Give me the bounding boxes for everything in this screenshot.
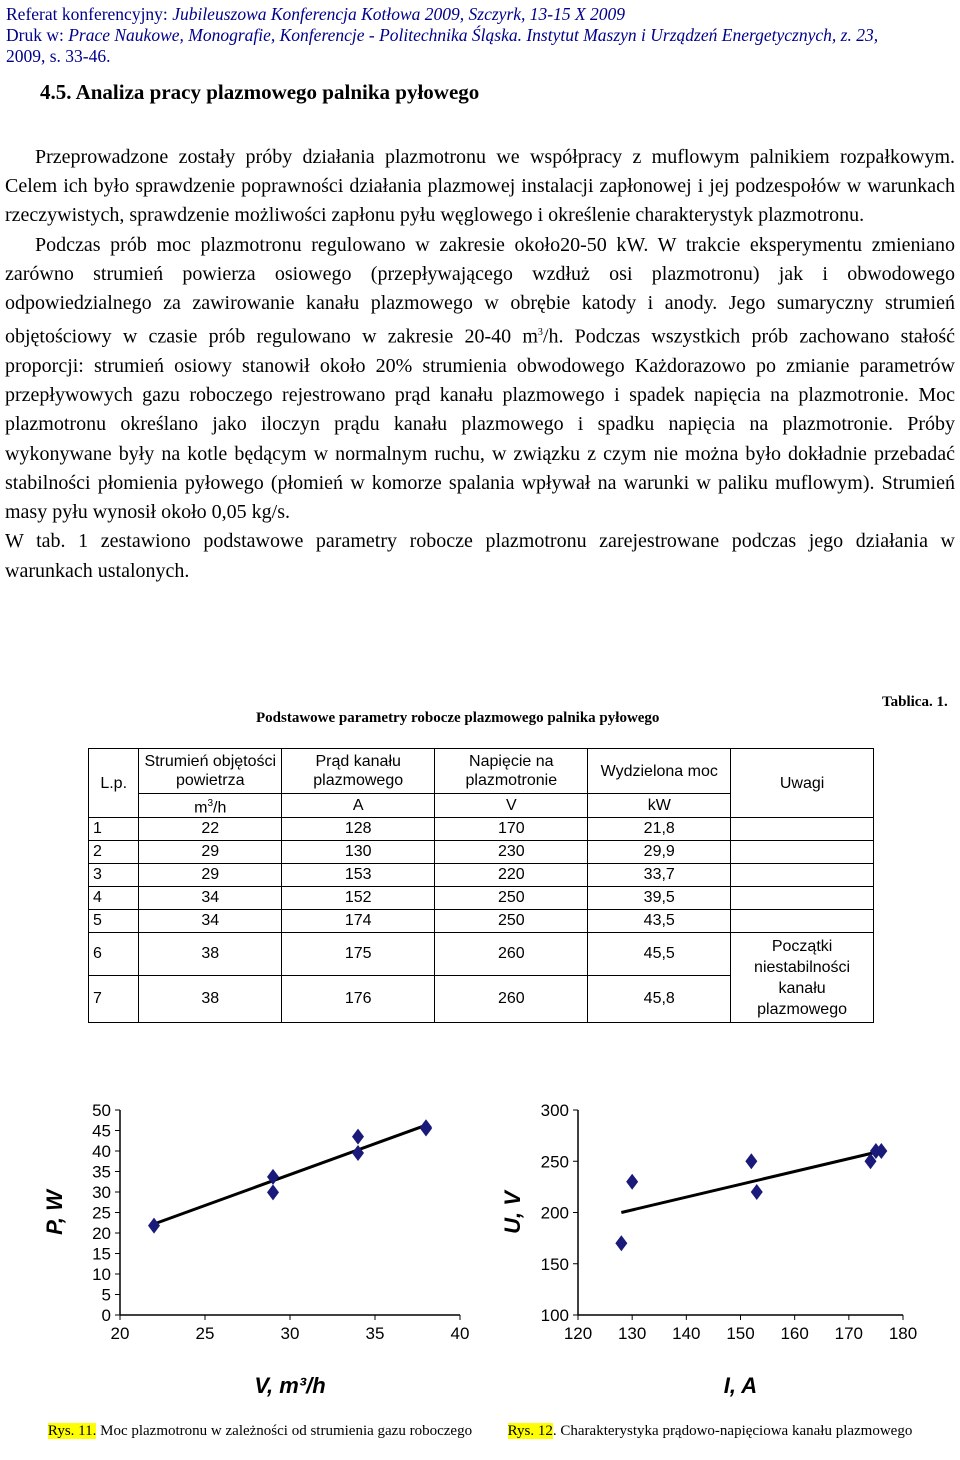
- data-point: [420, 1119, 432, 1135]
- x-tick-label: 180: [888, 1324, 918, 1343]
- table-label: Tablica. 1.: [882, 694, 948, 710]
- cell: 260: [435, 976, 588, 1023]
- figure-11-caption: Rys. 11. Moc plazmotronu w zależności od strumienia gazu roboczego: [47, 1423, 473, 1439]
- paragraph-2: Podczas prób moc plazmotronu regulowano w zakresie około20-50 kW. W trakcie eksperymentu zmieniano zarówno strumień powierza osiowego (przepływającego wzdłuż osi plazmotronu) jak i obwodowego odpowiedzialnego za zawirowanie kanału plazmowego w obrębie katody i anody. Jego sumaryczny strumień objętościowy w czasie prób regulowano w zakresie 20-40 $m^3/h$. Podczas wszystkich prób zachowano stałość proporcji: strumień osiowy stanowił około 20% strumienia obwodowego Każdorazowo po zmianie parametrów przepływowych gazu roboczego rejestrowano prąd kanału plazmowego i spadek napięcia na plazmotronie. Moc plazmotronu określano jako iloczyn prądu kanału plazmowego i spadku napięcia na plazmotronie. Próby wykonywane były na kotle będącym w normalnym ruchu, w związku z czym nie można było dokładnie przebadać stabilności płomienia pyłowego (płomień w komorze spalania wpływał na warunki w paliku muflowym). Strumień masy pyłu wynosił około 0,05 kg/s.: [5, 233, 955, 524]
- y-axis-label: U, V: [500, 1191, 525, 1234]
- y-tick-label: 25: [92, 1203, 111, 1223]
- cell: [731, 818, 874, 841]
- cell: 38: [139, 933, 282, 976]
- data-point: [352, 1129, 364, 1145]
- table-header-row: [89, 749, 874, 794]
- data-point: [615, 1235, 627, 1251]
- cell: 153: [282, 864, 435, 887]
- y-tick-label: 20: [92, 1224, 111, 1243]
- y-tick-label: 45: [92, 1121, 111, 1141]
- cell: 29,9: [588, 841, 731, 864]
- cell: 4: [89, 887, 139, 910]
- cell: 250: [435, 910, 588, 933]
- header-col4: Wydzielona moc: [588, 749, 731, 794]
- x-tick-label: 170: [834, 1324, 864, 1343]
- y-tick-label: 300: [540, 1101, 569, 1120]
- y-tick-label: 200: [540, 1203, 569, 1223]
- cell: 34: [139, 910, 282, 933]
- cell: 39,5: [588, 887, 731, 910]
- y-tick-label: 40: [92, 1142, 111, 1161]
- x-tick-label: 25: [195, 1324, 215, 1343]
- cell: 152: [282, 887, 435, 910]
- cell: 29: [139, 864, 282, 887]
- cell: 175: [282, 933, 435, 976]
- cell: 176: [282, 976, 435, 1023]
- unit-col3: V: [435, 794, 588, 818]
- x-tick-label: 130: [617, 1324, 647, 1343]
- table-row: [89, 887, 874, 910]
- table-row: [89, 864, 874, 887]
- cell: [731, 910, 874, 933]
- citation-line-1: Referat konferencyjny: Jubileuszowa Konferencja Kotłowa 2009, Szczyrk, 13-15 X 2009: [6, 4, 626, 24]
- cell: [731, 887, 874, 910]
- y-tick-label: 5: [101, 1285, 111, 1305]
- citation-line-2: Druk w: Prace Naukowe, Monografie, Konferencje - Politechnika Śląska. Instytut Maszyn i Urządzeń Energetycznych, z. 23,: [6, 25, 879, 45]
- table-row: [89, 910, 874, 933]
- paragraph-3: W tab. 1 zestawiono podstawowe parametry robocze plazmotronu zarejestrowane podczas jego działania w warunkach ustalonych.: [5, 530, 955, 582]
- y-tick-label: 250: [540, 1152, 569, 1172]
- unit-col4: kW: [588, 794, 731, 818]
- cell: 21,8: [588, 818, 731, 841]
- cell: 260: [435, 933, 588, 976]
- cell: 45,5: [588, 933, 731, 976]
- unit-col2: A: [282, 794, 435, 818]
- chart-voltage-vs-current: [478, 1090, 918, 1410]
- trendline: [154, 1125, 426, 1224]
- paragraph-1: Przeprowadzone zostały próby działania plazmotronu we współpracy z muflowym palnikiem rozpałkowym. Celem ich było sprawdzenie poprawności działania plazmowej instalacji zapłonowej i jej podzespołów w warunkach rzeczywistych, sprawdzenie możliwości zapłonu pyłu węglowego i określenie charakterystyk plazmotronu.: [5, 146, 955, 227]
- header-col5: Uwagi: [731, 749, 874, 818]
- cell: 174: [282, 910, 435, 933]
- citation-line-3: 2009, s. 33-46.: [6, 46, 111, 66]
- cell: 6: [89, 933, 139, 976]
- header-lp: L.p.: [89, 749, 139, 818]
- header-col1: Strumień objętości powietrza: [139, 749, 282, 794]
- unit-col1: $m^3/h$: [139, 794, 282, 818]
- cell: 2: [89, 841, 139, 864]
- table-row: [89, 818, 874, 841]
- data-point: [267, 1184, 279, 1200]
- cell: 33,7: [588, 864, 731, 887]
- citation-header: [6, 4, 946, 67]
- cell: 130: [282, 841, 435, 864]
- cell: 220: [435, 864, 588, 887]
- x-tick-label: 35: [365, 1324, 385, 1343]
- y-tick-label: 0: [101, 1306, 111, 1325]
- table-title: Podstawowe parametry robocze plazmowego palnika pyłowego: [256, 710, 660, 726]
- x-tick-label: 20: [110, 1324, 130, 1343]
- x-tick-label: 120: [563, 1324, 593, 1343]
- cell: 5: [89, 910, 139, 933]
- cell: 7: [89, 976, 139, 1023]
- x-tick-label: 140: [672, 1324, 701, 1343]
- cell: 22: [139, 818, 282, 841]
- cell: 3: [89, 864, 139, 887]
- cell: 43,5: [588, 910, 731, 933]
- x-tick-label: 150: [726, 1324, 755, 1343]
- table-row: [89, 841, 874, 864]
- y-tick-label: 150: [540, 1254, 569, 1274]
- cell: [731, 864, 874, 887]
- cell: 170: [435, 818, 588, 841]
- data-point: [751, 1184, 763, 1200]
- y-tick-label: 35: [92, 1162, 111, 1182]
- y-axis-label: P, W: [42, 1190, 67, 1235]
- cell: 1: [89, 818, 139, 841]
- cell: 34: [139, 887, 282, 910]
- header-col2: Prąd kanału plazmowego: [282, 749, 435, 794]
- cell: 45,8: [588, 976, 731, 1023]
- data-point: [148, 1218, 160, 1234]
- y-tick-label: 100: [540, 1306, 569, 1325]
- x-tick-label: 160: [780, 1324, 809, 1343]
- data-point: [745, 1153, 757, 1169]
- parameters-table: [88, 748, 874, 1023]
- data-point: [626, 1174, 638, 1190]
- note-cell: Początki niestabilności kanału plazmowego: [731, 933, 874, 1023]
- x-axis-label: I, A: [723, 1373, 758, 1398]
- cell: 250: [435, 887, 588, 910]
- y-tick-label: 30: [92, 1183, 111, 1202]
- section-title: 4.5. Analiza pracy plazmowego palnika pyłowego: [40, 80, 480, 104]
- cell: 38: [139, 976, 282, 1023]
- figure-12-caption: Rys. 12. Charakterystyka prądowo-napięciowa kanału plazmowego: [507, 1423, 913, 1439]
- x-tick-label: 30: [280, 1324, 300, 1343]
- y-tick-label: 15: [92, 1244, 111, 1264]
- cell: [731, 841, 874, 864]
- cell: 29: [139, 841, 282, 864]
- x-axis-label: V, m³/h: [254, 1373, 326, 1398]
- y-tick-label: 10: [92, 1265, 111, 1284]
- header-col3: Napięcie na plazmotronie: [435, 749, 588, 794]
- chart-power-vs-flow: [20, 1090, 470, 1410]
- x-tick-label: 40: [450, 1324, 470, 1343]
- y-tick-label: 50: [92, 1101, 111, 1120]
- cell: 128: [282, 818, 435, 841]
- table-row: [89, 933, 874, 976]
- cell: 230: [435, 841, 588, 864]
- body-text: [5, 143, 955, 586]
